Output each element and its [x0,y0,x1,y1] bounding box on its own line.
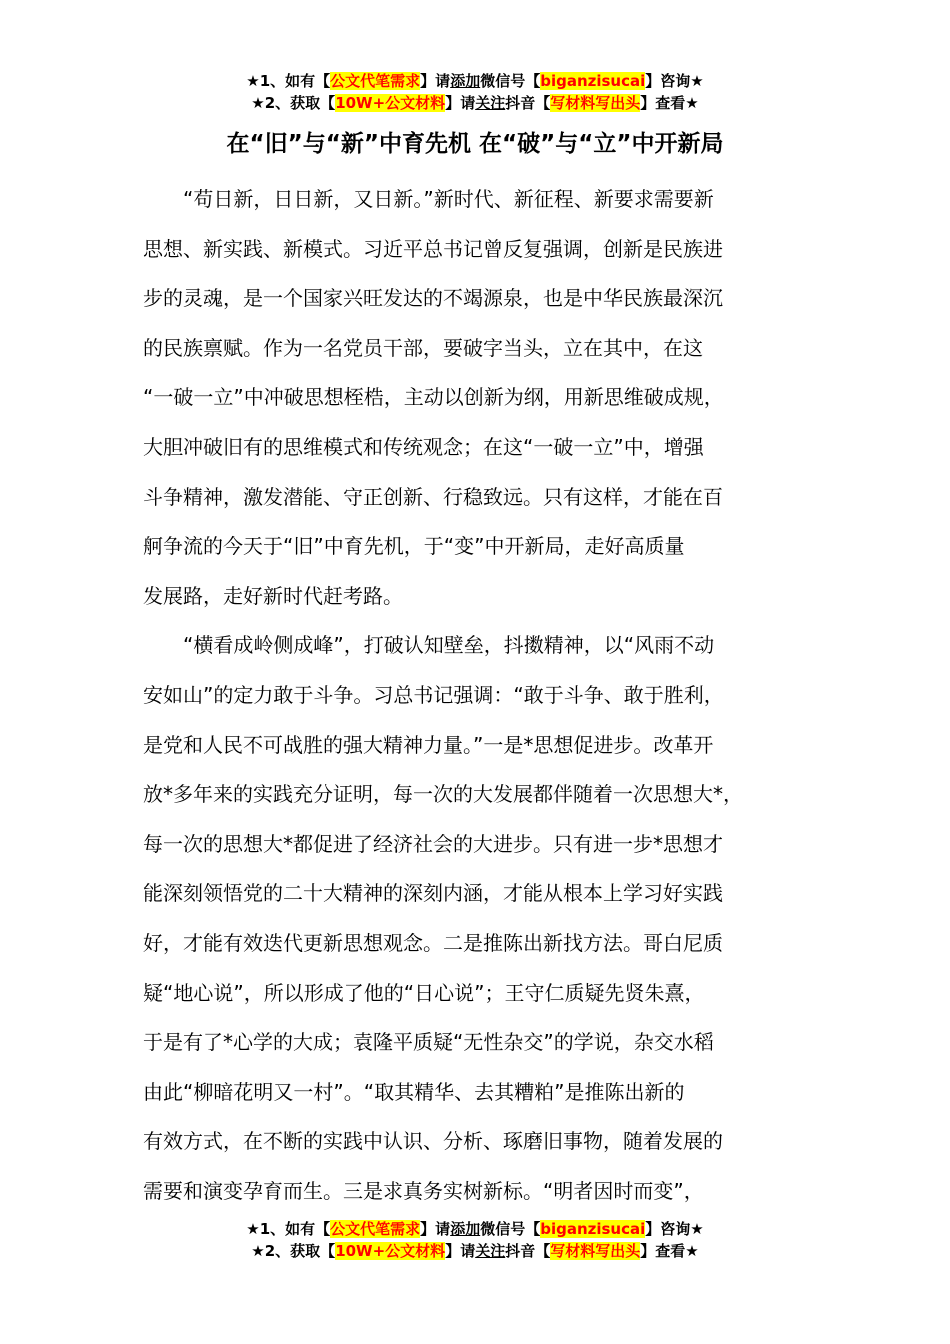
highlight-writing-service: 公文代笔需求 [330,72,421,90]
text-line: 有效方式，在不断的实践中认识、分析、琢磨旧事物，随着发展的 [143,1129,723,1154]
text-line: 安如山”的定力敢于斗争。习总书记强调：“敢于斗争、敢于胜利， [143,682,724,707]
text-line: 由此“柳暗花明又一村”。“取其精华、去其糟粕”是推陈出新的 [143,1079,685,1104]
star-icon: ★ [246,72,260,90]
paragraph [143,621,835,1216]
text-line: 每一次的思想大*都促进了经济社会的大进步。只有进一步*思想才 [143,831,723,856]
highlight-materials: 10W+公文材料 [335,1242,446,1260]
text-line: “横看成岭侧成峰”，打破认知壁垒，抖擞精神，以“风雨不动 [183,633,715,658]
promo-line-1: ★1、如有【公文代笔需求】请添加微信号【biganzisucai】咨询★ [246,1220,704,1238]
text-line: “苟日新，日日新，又日新。”新时代、新征程、新要求需要新 [183,187,714,211]
highlight-wechat-id: biganzisucai [540,72,646,90]
text-line: 需要和演变孕育而生。三是求真务实树新标。“明者因时而变”， [143,1178,704,1203]
text-line: 舸争流的今天于“旧”中育先机，于“变”中开新局，走好高质量 [143,534,685,559]
star-icon: ★ [246,1220,260,1238]
paragraph [143,175,835,621]
text-line: 的民族禀赋。作为一名党员干部，要破字当头，立在其中，在这 [143,335,703,360]
text-line: 斗争精神，激发潜能、守正创新、行稳致远。只有这样，才能在百 [143,484,723,509]
promo-line-2: ★2、获取【10W+公文材料】请关注抖音【写材料写出头】查看★ [251,94,699,112]
text-line: 疑“地心说”，所以形成了他的“日心说”；王守仁质疑先贤朱熹， [143,980,705,1005]
star-icon: ★ [251,1242,265,1260]
highlight-douyin-account: 写材料写出头 [550,1242,641,1260]
document-body [143,175,835,1216]
promo-line-2: ★2、获取【10W+公文材料】请关注抖音【写材料写出头】查看★ [251,1242,699,1260]
text-line: 大胆冲破旧有的思维模式和传统观念；在这“一破一立”中，增强 [143,434,704,459]
highlight-materials: 10W+公文材料 [335,94,446,112]
text-line: 步的灵魂，是一个国家兴旺发达的不竭源泉，也是中华民族最深沉 [143,286,723,311]
star-icon: ★ [251,94,265,112]
highlight-writing-service: 公文代笔需求 [330,1220,421,1238]
text-line: “一破一立”中冲破思想桎梏，主动以创新为纲，用新思维破成规， [143,385,724,410]
text-line: 于是有了*心学的大成；袁隆平质疑“无性杂交”的学说，杂交水稻 [143,1030,714,1055]
highlight-wechat-id: biganzisucai [540,1220,646,1238]
text-line: 思想、新实践、新模式。习近平总书记曾反复强调，创新是民族进 [143,236,723,261]
promo-line-1: ★1、如有【公文代笔需求】请添加微信号【biganzisucai】咨询★ [246,72,704,90]
text-line: 好，才能有效迭代更新思想观念。二是推陈出新找方法。哥白尼质 [143,930,723,955]
promo-banner-top [0,70,950,114]
text-line: 能深刻领悟党的二十大精神的深刻内涵，才能从根本上学习好实践 [143,881,723,906]
highlight-douyin-account: 写材料写出头 [550,94,641,112]
promo-banner-bottom [0,1218,950,1262]
document-title: 在“旧”与“新”中育先机 在“破”与“立”中开新局 [226,131,724,157]
text-line: 发展路，走好新时代赶考路。 [143,583,403,608]
text-line: 是党和人民不可战胜的强大精神力量。”一是*思想促进步。改革开 [143,732,714,757]
text-line: 放*多年来的实践充分证明，每一次的大发展都伴随着一次思想大*， [143,782,743,807]
